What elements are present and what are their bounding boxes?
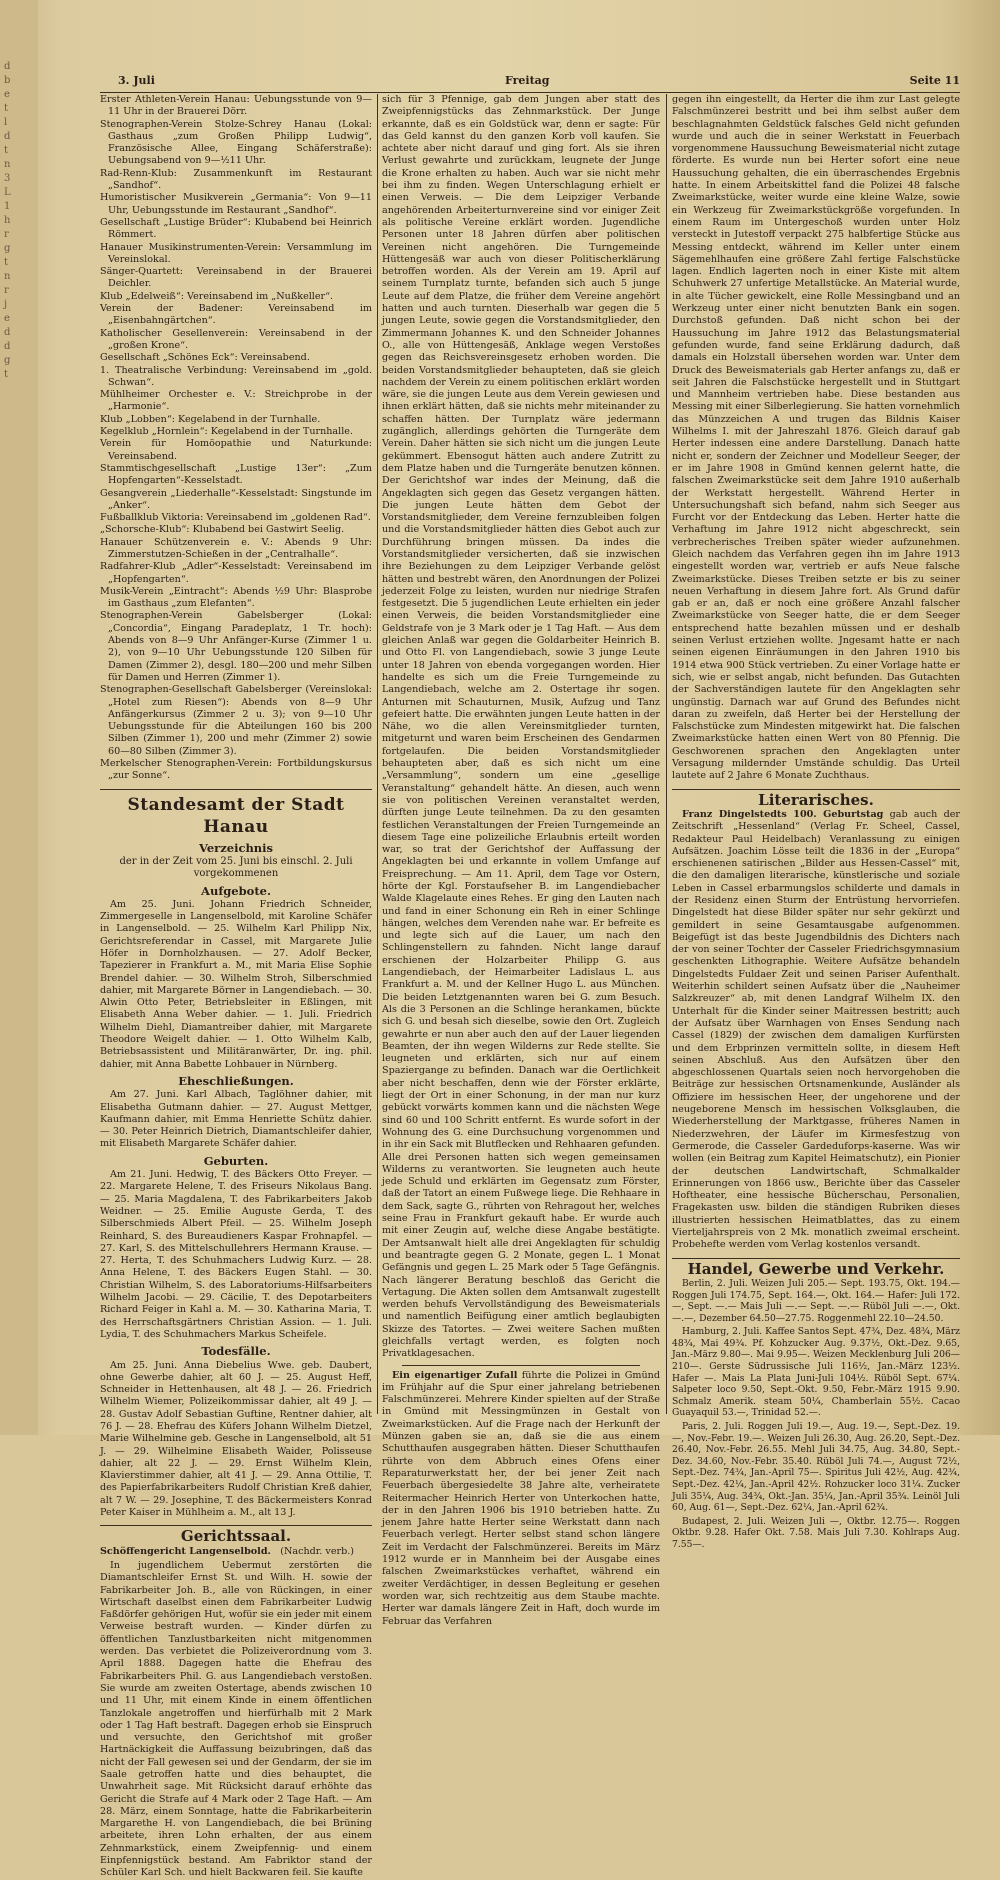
gerichtssaal-heading: Gerichtssaal. [100, 1525, 372, 1542]
reprint-note: (Nachdr. verb.) [280, 1545, 355, 1557]
club-listing-item: Rad-Renn-Klub: Zusammenkunft im Restaurant „Sandhof“. [100, 167, 372, 192]
margin-letter: n [4, 159, 11, 170]
page-header [100, 72, 960, 93]
margin-letter: t [4, 257, 9, 268]
falschmuenzerei-text: führte die Polizei in Gmünd im Frühjahr auf die Spur einer jahrelang betriebenen Falschmünzerei. Mehrere Kinder spielten auf der Straße in Gmünd mit Messingmünzen in Gestalt von Zweimarkstücken. Auf die Frage nach der Herkunft der Münzen gaben sie an, daß sie die aus einem Schutthaufen ausgegraben hätten. Dieser Schutthaufen rührte von dem Abbruch eines Ofens einer Reparaturwerkstatt her, der bei jener Zeit nach Feuerbach übergesiedelte 38 Jahre alte, verheiratete Reitermacher Heinrich Herter von Unterkochen hatte, der in den Jahren 1906 bis 1910 betrieben hatte. Zu jenem Jahre hatte Herter seine Werkstatt dann nach Feuerbach verlegt. Herter selbst stand schon längere Zeit im Verdacht der Falschmünzerei. Bereits im März 1912 wurde er in Mannheim bei der Ausgabe eines falschen Zweimarkstückes verhaftet, während ein zweiter Verdächtiger, in dessen Begleitung er gesehen worden war, sich rechtzeitig aus dem Staube machte. Herter war damals längere Zeit in Haft, doch wurde im Februar das Verfahren [382, 1369, 660, 1627]
column-rule [666, 94, 667, 1414]
margin-letter: r [4, 229, 9, 240]
margin-letter: t [4, 103, 9, 114]
club-listing-item: Sänger-Quartett: Vereinsabend in der Brauerei Deichler. [100, 266, 372, 290]
falschmuenzerei-article [382, 1370, 660, 1628]
margin-letter: d [4, 61, 11, 72]
column-2 [382, 94, 660, 1627]
market-report-item: Budapest, 2. Juli. Weizen Juli —, Oktbr. 12.75—. Roggen Oktbr. 9.28. Hafer Okt. 7.58. Mais Juli 7.30. Kohlraps Aug. 7.55—. [672, 1515, 960, 1550]
literarisches-heading: Literarisches. [672, 789, 960, 806]
margin-letter: d [4, 341, 11, 352]
falschmuenzerei-lead: Ein eigenartiger Zufall [392, 1369, 518, 1381]
header-day: Freitag [505, 74, 550, 87]
club-listing-item: Hanauer Musikinstrumenten-Verein: Versammlung im Vereinslokal. [100, 241, 372, 265]
margin-letter: n [4, 271, 11, 282]
gerichtssaal-subheading [100, 1546, 372, 1558]
margin-letter: t [4, 369, 9, 380]
geburten-heading: Geburten. [203, 1153, 269, 1168]
todesfaelle-heading: Todesfälle. [201, 1344, 271, 1359]
margin-letter: h [4, 215, 11, 226]
margin-letter: g [4, 355, 11, 366]
court-reports-text: sich für 3 Pfennige, gab dem Jungen aber statt des Zweipfennigstücks das Zehnmarkstück. Der Junge erkannte, daß es ein Goldstück war, denn er sagte: Für das Geld kannst du den ganzen Korb voll kaufen. Sie achtete aber nicht darauf und ging fort. Als sie ihren Verlust gewahrte und zurückkam, leugnete der Junge die Krone erhalten zu haben. Auch war sie nicht mehr bei ihm zu finden. Wegen Unterschlagung erhielt er einen Verweis. — Die dem Leipziger Verbande angehörenden Arbeiterturnvereine sind vor einiger Zeit als politische Vereine erklärt worden. Jugendliche Personen unter 18 Jahren dürfen aber politischen Vereinen nicht angehören. Die Turngemeinde Hüttengesäß war auch von dieser Politischerklärung betroffen worden. Als der Verein am 19. April auf seinem Turnplatz turnte, befanden sich auch 5 junge Leute auf dem Platze, die früher dem Vereine angehört hatten und auch turnten. Dieserhalb war gegen die 5 jungen Leute, sowie gegen die Vorstandsmitglieder, den Zimmermann Johannes K. und den Schneider Johannes O., alle von Hüttengesäß, Anklage wegen Verstoßes gegen das Reichsvereinsgesetz erhoben worden. Die beiden Vorstandsmitglieder behaupteten, daß sie gleich nachdem der Verein zu einem politischen erklärt worden wäre, sie die jungen Leute aus dem Verein gewiesen und ihnen erklärt hätten, daß sie nichts mehr miteinander zu schaffen hätten. Der Turnplatz wäre jedermann zugänglich, allerdings gehörten die Turngeräte dem Verein. Daher hätten sie sich nicht um die jungen Leute gekümmert. Ebensogut hätten auch andere Zutritt zu dem Platze haben und die Turngeräte benutzen können. Der Gerichtshof war indes der Meinung, daß die Angeklagten sich gegen das Gesetz vergangen hätten. Die jungen Leute hätten dem Gebot der Vorstandsmitglieder, dem Vereine fernzubleiben folgen und die Vorstandsmitglieder hätten dies Gebot auch zur Durchführung bringen müssen. Da indes die Vorstandsmitglieder versicherten, daß sie inzwischen ihre Beziehungen zu dem Leipziger Verbande gelöst hätten und bestrebt wären, den Anordnungen der Polizei jederzeit Folge zu leisten, wurden nur niedrige Strafen festgesetzt. Die 5 jugendlichen Leute erhielten ein jeder einen Verweis, die beiden Vorstandsmitglieder eine Geldstrafe von je 3 Mark oder je 1 Tag Haft. — Aus dem gleichen Anlaß war gegen die Goldarbeiter Heinrich B. und Otto Fl. von Langendiebach, sowie 3 junge Leute unter 18 Jahren von ebenda vorgegangen worden. Hier handelte es sich um die Freie Turngemeinde zu Langendiebach, welche am 2. Ostertage ihr sogen. Anturnen mit Schauturnen, Musik, Aufzug und Tanz gefeiert hatte. Die erwähnten jungen Leute hatten in der Nähe, wo die allen Vereinsmitglieder turnten, mitgeturnt und waren beim Erscheinen des Gendarmen fortgelaufen. Die beiden Vorstandsmitglieder behaupteten aber, daß es sich nicht um eine „Versammlung“, sondern um eine „gesellige Veranstaltung“ gehandelt hätte. An diesen, auch wenn sie von politischen Vereinen veranstaltet werden, dürften junge Leute teilnehmen. Da zu den gesamten festlichen Veranstaltungen der Freien Turngemeinde an diesem Tage eine polizeiliche Erlaubnis erteilt worden war, so trat der Gerichtshof der Auffassung der Angeklagten bei und erkannte in vollem Umfange auf Freisprechung. — Am 11. April, dem Tage vor Ostern, hörte der Kgl. Forstaufseher B. im Langendiebacher Walde Klagelaute eines Rehes. Er ging den Lauten nach und fand in einer Schonung ein Reh in einer Schlinge hängen, welches dem Verenden nahe war. Er befreite es und legte sich auf die Lauer, um nach den Schlingenstellern zu fahnden. Nicht lange darauf erschienen der Holzarbeiter Philipp G. aus Langendiebach, der Heimarbeiter Ladislaus L. aus Frankfurt a. M. und der Kellner Hugo L. aus München. Die beiden Letztgenannten waren bei G. zum Besuch. Als die 3 Personen an die Schlinge herankamen, bückte sich G. und besah sich dieselbe, sowie den Ort. Zugleich gewahrte er nun aber auch den auf der Lauer liegenden Beamten, der ihn wegen Wilderns zur Rede stellte. Sie leugneten und erklärten, sich nur auf einem Spaziergange zu befinden. Danach war die Oertlichkeit aber nicht beschaffen, denn wie der Förster erklärte, liegt der Ort in einer Schonung, in der man nur kurz gebückt vorwärts kommen kann und die nächsten Wege sind 60 und 100 Schritt entfernt. Es wurde sofort in der Wohnung des G. eine Durchsuchung vorgenommen und in ihr ein Sack mit Blutflecken und Rehhaaren gefunden. Alle drei Personen hatten sich wegen gemeinsamen Wilderns zu verantworten. Sie leugneten auch heute jede Schuld und erklärten im Gegensatz zum Förster, daß der Tatort an einem Fußwege liege. Die Rehhaare in dem Sack, sagte G., rührten von Rehragout her, welches seine Frau in Frankfurt gekauft habe. Er wurde auch mit einer Zeugin auf, welche diese Angabe bestätigte. Der Amtsanwalt hielt alle drei Angeklagten für schuldig und beantragte gegen G. 2 Monate, gegen L. 1 Monat Gefängnis und gegen L. 25 Mark oder 5 Tage Gefängnis. Nach längerer Beratung beschloß das Gericht die Vertagung. Die Akten sollen dem Amtsanwalt zugestellt werden behufs Vervollständigung des Beweismaterials und namentlich Beifügung einer amtlich beglaubigten Skizze des Tatortes. — Zwei weitere Sachen mußten gleichfalls vertagt werden, es folgten noch Privatklagesachen. [382, 94, 660, 1360]
margin-letter: e [4, 313, 10, 324]
club-listing-item: Erster Athleten-Verein Hanau: Uebungsstunde von 9—11 Uhr in der Brauerei Dörr. [100, 94, 372, 118]
margin-letter: l [4, 117, 8, 128]
margin-letter: 1 [4, 201, 11, 212]
club-listing-item: Humoristischer Musikverein „Germania“: Von 9—11 Uhr, Uebungsstunde im Restaurant „Sandhof“. [100, 192, 372, 216]
eheschliessungen-text: Am 27. Juni. Karl Albach, Taglöhner dahier, mit Elisabetha Gutmann dahier. — 27. August Mettger, Kaufmann dahier, mit Emma Henriette Schütz dahier. — 30. Peter Heinrich Dietrich, Diamantschleifer dahier, mit Elisabeth Margarete Schäfer dahier. [100, 1089, 372, 1150]
margin-letter: 3 [4, 173, 11, 184]
margin-letter: d [4, 327, 11, 338]
club-listing-item: Katholischer Gesellenverein: Vereinsabend in der „großen Krone“. [100, 327, 372, 351]
column-3 [672, 94, 960, 1550]
todesfaelle-text: Am 25. Juni. Anna Diebelius Wwe. geb. Daubert, ohne Gewerbe dahier, alt 60 J. — 25. August Heff, Schneider in Hettenhausen, alt 48 J. — 26. Friedrich Wilhelm Wiemer, Polizeikommissar dahier, alt 49 J. — 28. Gustav Adolf Sebastian Guftine, Rentner dahier, alt 76 J. — 28. Ehefrau des Küfers Johann Wilhelm Dietzel, Marie Wilhelmine geb. Gesche in Langenselbold, alt 51 J. — 29. Wilhelmine Elisabeth Waider, Polisseuse dahier, alt 22 J. — 29. Ernst Wilhelm Klein, Klavierstimmer dahier, alt 41 J. — 29. Anna Ottilie, T. des Papierfabrikarbeiters Rudolf Christian Kreß dahier, alt 7 W. — 29. Josephine, T. des Bäckermeisters Konrad Peter Kaiser in Mühlheim a. M., alt 13 J. [100, 1359, 372, 1519]
literarisches-lead: Franz Dingelstedts 100. Geburtstag [682, 808, 884, 820]
market-report-item: Paris, 2. Juli. Roggen Juli 19.—, Aug. 19.—, Sept.-Dez. 19.—, Nov.-Febr. 19.—. Weizen Juli 26.30, Aug. 26.20, Sept.-Dez. 26.40, Nov.-Febr. 26.55. Mehl Juli 34.75, Aug. 34.80, Sept.-Dez. 34.60, Nov.-Febr. 35.40. Rüböl Juli 74.—, August 72½, Sept.-Dez. 74¾, Jan.-April 75—. Spiritus Juli 42½, Aug. 42¾, Sept.-Dez. 42¼, Jan.-April 42½. Rohzucker loco 31¼. Zucker Juli 35¼, Aug. 34¾, Okt.-Jan. 35¼, Jan.-April 35¾. Leinöl Juli 60, Aug. 61—, Sept.-Dez. 62¼, Jan.-April 62¾. [672, 1421, 960, 1514]
margin-letter: e [4, 89, 10, 100]
literarisches-article [672, 809, 960, 1252]
club-listing-item: Kegelklub „Hornlein“: Kegelabend in der Turnhalle. [100, 426, 354, 438]
club-listing-item: Stammtischgesellschaft „Lustige 13er“: „Zum Hopfengarten“-Kesselstadt. [100, 462, 372, 487]
verzeichnis-heading: Verzeichnis [198, 840, 274, 855]
club-listing-item: Verein für Homöopathie und Naturkunde: Vereinsabend. [100, 438, 372, 462]
gerichtssaal-text: In jugendlichem Uebermut zerstörten die Diamantschleifer Ernst St. und Wilh. H. sowie der Fabrikarbeiter Joh. B., alle von Rückingen, in einer Wirtschaft daselbst einen dem Fabrikarbeiter Ludwig Faßdörfer gehörigen Hut, wofür sie ein jeder mit einem Verweise bestraft wurden. — Kinder dürfen zu öffentlichen Tanzlustbarkeiten nicht mitgenommen werden. Das verbietet die Polizeiverordnung vom 3. April 1888. Dagegen hatte die Ehefrau des Fabrikarbeiters Phil. G. aus Langendiebach verstoßen. Sie wurde am zweiten Ostertage, abends zwischen 10 und 11 Uhr, mit einem Kinde in einem öffentlichen Tanzlokale angetroffen und hierfürhalb mit 2 Mark oder 1 Tag Haft bestraft. Dagegen erhob sie Einspruch und versuchte, den Gerichtshof mit großer Hartnäckigkeit die Auffassung beizubringen, daß das nicht der Fall gewesen sei und der Gendarm, der sie im Saale getroffen hatte und dies behauptet, die Unwahrheit sage. Mit Rücksicht darauf erhöhte das Gericht die Strafe auf 4 Mark oder 2 Tage Haft. — Am 28. März, einem Sonntage, hatte die Fabrikarbeiterin Margarethe H. von Langendiebach, die bei Brüning arbeitete, ihren Lohn erhalten, der aus einem Zehnmarkstück, einem Zweipfennig- und einem Einpfennigstück bestand. Am Fabriktor stand der Schüler Karl Sch. und hielt Backwaren feil. Sie kaufte [100, 1559, 372, 1879]
verzeichnis-subtitle: der in der Zeit vom 25. Juni bis einschl. 2. Juli vorgekommenen [119, 855, 353, 880]
margin-letter: t [4, 145, 9, 156]
market-report-item: Berlin, 2. Juli. Weizen Juli 205.— Sept. 193.75, Okt. 194.— Roggen Juli 174.75, Sept. 164.—, Okt. 164.— Hafer: Juli 172.—, Sept. —.— Mais Juli —.— Sept. —.— Rüböl Juli —.—, Okt. —.—, Dezember 64.50—27.75. Roggenmehl 22.10—24.50. [672, 1277, 960, 1324]
club-listing-item: Radfahrer-Klub „Adler“-Kesselstadt: Vereinsabend im „Hopfengarten“. [100, 561, 372, 585]
margin-letter: j [4, 299, 8, 310]
margin-letter: g [4, 243, 11, 254]
column-rule [377, 94, 378, 1414]
club-listings [100, 94, 372, 783]
header-page-number: Seite 11 [909, 74, 960, 87]
standesamt-heading: Standesamt der Stadt Hanau [100, 789, 372, 838]
divider [402, 1365, 640, 1366]
handel-heading: Handel, Gewerbe und Verkehr. [672, 1258, 960, 1275]
club-listing-item: 1. Theatralische Verbindung: Vereinsabend im „gold. Schwan“. [100, 364, 372, 388]
club-listing-item: Stenographen-Verein Stolze-Schrey Hanau (Lokal: Gasthaus „zum Großen Philipp Ludwig“, Französische Allee, Eingang Schäferstraße): Uebungsabend von 9—½11 Uhr. [100, 118, 372, 167]
margin-letter: b [4, 75, 11, 86]
club-listing-item: Gesellschaft „Lustige Brüder“: Klubabend bei Heinrich Römmert. [100, 216, 372, 241]
court-name: Schöffengericht Langenselbold. [100, 1545, 271, 1557]
club-listing-item: Klub „Lobben“: Kegelabend in der Turnhalle. [100, 413, 321, 425]
club-listing-item: Mühlheimer Orchester e. V.: Streichprobe in der „Harmonie“. [100, 389, 372, 413]
margin-letter: d [4, 131, 11, 142]
club-listing-item: Fußballklub Viktoria: Vereinsabend im „goldenen Rad“. [100, 512, 371, 524]
eheschliessungen-heading: Eheschließungen. [178, 1073, 294, 1088]
margin-letter: L [4, 187, 11, 198]
margin-letter: r [4, 285, 9, 296]
club-listing-item: Stenographen-Gesellschaft Gabelsberger (Vereinslokal: „Hotel zum Riesen“): Abends von 8—9 Uhr Anfängerkursus (Zimmer 2 u. 3); von 9—10 Uhr Uebungsstunde für die Abteilungen 160 bis 200 Silben (Zimmer 1), 200 und mehr (Zimmer 2) sowie 60—80 Silben (Zimmer 3). [100, 684, 372, 757]
market-report-item: Hamburg, 2. Juli. Kaffee Santos Sept. 47¾, Dez. 48¾, März 48¾, Mai 49¾. Pf. Kohzucker Aug. 9.37½, Okt.-Dez. 9.65, Jan.-März 9.80—. Mai 9.95—. Weizen Mecklenburg Juli 206—210—. Gerste Südrussische Juli 116½, Jan.-März 123½. Hafer —. Mais La Plata Juni-Juli 104½. Rüböl Sept. 67¼. Salpeter loco 9.50, Sept.-Okt. 9.50, Febr.-März 1915 9.90. Schmalz Amerik. steam 50¼, Chamberlain 55½. Cacao Guayaquil 53.—, Trinidad 52.—. [672, 1326, 960, 1419]
club-listing-item: Klub „Edelweiß“: Vereinsabend im „Nußkeller“. [100, 290, 334, 302]
header-date: 3. Juli [118, 74, 155, 87]
aufgebote-heading: Aufgebote. [201, 883, 271, 898]
club-listing-item: Hanauer Schützenverein e. V.: Abends 9 Uhr: Zimmerstutzen-Schießen in der „Centralhalle“. [100, 536, 372, 560]
geburten-text: Am 21. Juni. Hedwig, T. des Bäckers Otto Freyer. — 22. Margarete Helene, T. des Friseurs Nikolaus Bang. — 25. Maria Magdalena, T. des Fabrikarbeiters Jakob Weidner. — 25. Emilie Auguste Gerda, T. des Silberschmieds Albert Pfeil. — 25. Wilhelm Joseph Reinhard, S. des Bureaudieners Kaspar Frohnapfel. — 27. Karl, S. des Mittelschullehrers Hermann Krause. — 27. Herta, T. des Schuhmachers Ludwig Kurz. — 28. Anna Helene, T. des Bäckers Eugen Stahl. — 30. Christian Wilhelm, S. des Laboratoriums-Hilfsarbeiters Wilhelm Jacobi. — 29. Cäcilie, T. des Depotarbeiters Richard Feiger in Kahl a. M. — 30. Katharina Maria, T. des Herrschaftsgärtners Christian Assion. — 1. Juli. Lydia, T. des Schuhmachers Markus Scheifele. [100, 1169, 372, 1340]
aufgebote-text: Am 25. Juni. Johann Friedrich Schneider, Zimmergeselle in Langenselbold, mit Karoline Schäfer in Langenselbold. — 25. Wilhelm Karl Philipp Nix, Gerichtsreferendar in Cassel, mit Margarete Julie Höfer in Dornholzhausen. — 27. Adolf Becker, Tapezierer in Frankfurt a. M., mit Maria Elise Sophie Brendel dahier. — 30. Wilhelm Stroh, Silberschmied dahier, mit Margarete Börner in Langendiebach. — 30. Alwin Otto Peter, Betriebsleiter in Eßlingen, mit Elisabeth Anna Weber dahier. — 1. Juli. Friedrich Wilhelm Diehl, Diamantreiber dahier, mit Margarete Theodore Weigelt dahier. — 1. Otto Wilhelm Kalb, Betriebsassistent und Militäranwärter, Dr. ing. phil. dahier, mit Anna Babette Lohbauer in Nürnberg. [100, 898, 372, 1070]
club-listing-item: Stenographen-Verein Gabelsberger (Lokal: „Concordia“, Eingang Paradeplatz, 1 Tr. hoch): Abends von 8—9 Uhr Anfänger-Kurse (Zimmer 1 u. 2), von 9—10 Uhr Uebungsstunde 120 Silben für Damen (Zimmer 2), desgl. 180—200 und mehr Silben für Damen und Herren (Zimmer 1). [100, 610, 372, 683]
literarisches-text: gab auch der Zeitschrift „Hessenland“ (Verlag Fr. Scheel, Cassel, Redakteur Paul Heidelbach) Veranlassung zu einigen Aufsätzen. Joachim Lösse teilt die 1836 in der „Europa“ erschienenen satirischen „Bilder aus Hessen-Cassel“ mit, die den damaligen literarische, künstlerische und soziale Leben in Cassel erbarmungslos schilderte und damals in der Residenz einen Sturm der Entrüstung hervorriefen. Dingelstedt hat diese Bilder später nur sehr gekürzt und gemildert in seine Gesamtausgabe aufgenommen. Beigefügt ist das beste Jugendbildnis des Dichters nach der von seiner Tochter der Casseler Friedrichsgymnasium geschenkten Lithographie. Weitere Aufsätze behandeln Dingelstedts Fuldaer Zeit und seinen Pariser Aufenthalt. Weiterhin schildert seinen Aufsatz über die „Nauheimer Salzkreuzer“ ab, mit denen Landgraf Wilhelm IX. den Unterhalt für die Kinder seiner Maitressen bestritt; auch der Aufsatz über Warnhagen von Enses Sendung nach Cassel (1829) der zwischen dem damaligen Kurfürsten und dem Erbprinzen vermitteln sollte, in diesem Heft seinen Abschluß. Aus den Aufsätzen über den abgeschlossenen Quartals seien noch hervorgehoben die Beiträge zur hessischen Ortsnamenkunde, Ausländer als Offiziere im hessischen Heer, der ungehorene und der neugeborene Mensch im hessischen Volksglauben, die Wiederherstellung der Marktgasse, früheres Namen in Niederzwehren, der Läufer im Kirmesfestzug von Germerode, die Casseler Gardeduforps-kaserne. Was wir wollen (ein Beitrag zum Kapitel Heimatschutz), ein Pionier der deutschen Landwirtschaft, Schmalkalder Erinnerungen von 1866 usw., Berichte über das Casseler Hoftheater, eine hessische Bücherschau, Personalien, Fragekasten usw. bilden die ständigen Rubriken dieses illustrierten hessischen Heimatblattes, das zu einem Vierteljahrspreis von 2 Mk. monatlich zweimal erscheint. Probehefte werden vom Verlag kostenlos versandt. [672, 808, 960, 1251]
club-listing-item: Gesellschaft „Schönes Eck“: Vereinsabend. [100, 352, 310, 364]
club-listing-item: „Schorsche-Klub“: Klubabend bei Gastwirt Seelig. [100, 524, 345, 536]
falschmuenzerei-continued: gegen ihn eingestellt, da Herter die ihm zur Last gelegte Falschmünzerei bestritt und bei ihm selbst außer dem beschlagnahmten Geldstück falsches Geld nicht gefunden wurde und auch die in seiner Werkstatt in Feuerbach vorgenommene Haussuchung Beweismaterial nicht zutage förderte. Es wurde nun bei Herter sofort eine neue Haussuchung gehalten, die ein überraschendes Ergebnis hatte. In einem Arbeitskittel fand die Polizei 48 falsche Zweimarkstücke, weiter wurde eine kleine Walze, sowie ein Werkzeug für Zweimarkstückgröße vorgefunden. In einem Raum im Untergeschoß wurden unter Holz versteckt in Jutestoff verpackt 275 halbfertige Stücke aus Messing entdeckt, während im Keller unter einem Sägemehlhaufen eine größere Zahl fertige Falschstücke lagen. Endlich lagerten noch in einer Kiste mit altem Schuhwerk 27 unfertige Metallstücke. An Material wurde, in alte Tücher gewickelt, eine Rolle Messingband und an Werkzeug unter einer nicht benutzten Bank ein sogen. Durchstoß gefunden. Daß nicht schon bei der Haussuchung im Jahre 1912 das Belastungsmaterial gefunden wurde, fand seine Erklärung dadurch, daß damals ein Holzstall übersehen worden war. Unter dem Druck des Beweismaterials gab Herter anfangs zu, daß er seit Jahren die Falschstücke hergestellt und in Stuttgart und Mannheim vertrieben habe. Diese bestanden aus Messing mit einer Silberlegierung. Sie hatten vornehmlich das Münzzeichen A und trugen das Bildnis Kaiser Wilhelms I. mit der Jahreszahl 1876. Gleich darauf gab Herter indessen eine andere Darstellung. Danach hatte nicht er, sondern der Zeichner und Modelleur Seeger, der er im Jahre 1908 in Gmünd kennen gelernt hatte, die falschen Zweimarkstücke seit dem Jahre 1910 außerhalb der Werkstatt hergestellt. Während Herter in Untersuchungshaft sich befand, nahm sich Seeger aus Furcht vor der Entdeckung das Leben. Herter hatte die Verhaftung im Jahre 1912 nicht abgeschreckt, sein verbrecherisches Treiben später wieder aufzunehmen. Gleich nachdem das Verfahren gegen ihn im Jahre 1913 eingestellt worden war, vertrieb er aufs Neue falsche Zweimarkstücke. Dieses Treiben setzte er bis zu seiner neuen Verhaftung in diesem Jahre fort. Als Grund dafür gab er an, daß er noch eine größere Anzahl falscher Zweimarkstücke von Seeger hatte, die er dem Seeger entsprechend hatte bezahlen müssen und er deshalb seinen Verlust ertziehen wollte. Jngesamt hatte er nach seinen eigenen Einräumungen in den Jahren 1910 bis 1914 etwa 900 Stück vertrieben. Zu einer Vorlage hatte er sich, wie er selbst angab, nicht befunden. Das Gutachten der Sachverständigen lautete für den Angeklagten sehr ungünstig. Darnach war auf Grund des Befundes nicht daran zu zweifeln, daß Herter bei der Herstellung der Falschstücke zum Mindesten mitgewirkt hat. Die falschen Zweimarkstücke hatten einen Wert von 80 Pfennig. Die Geschworenen sprachen den Angeklagten unter Versagung mildernder Umstände schuldig. Das Urteil lautete auf 2 Jahre 6 Monate Zuchthaus. [672, 94, 960, 782]
market-reports [672, 1278, 960, 1551]
left-margin-strip [0, 0, 38, 1435]
club-listing-item: Musik-Verein „Eintracht“: Abends ½9 Uhr: Blasprobe im Gasthaus „zum Elefanten“. [100, 585, 372, 610]
club-listing-item: Merkelscher Stenographen-Verein: Fortbildungskursus „zur Sonne“. [100, 758, 372, 782]
club-listing-item: Gesangverein „Liederhalle“-Kesselstadt: Singstunde im „Anker“. [100, 487, 372, 511]
column-1 [100, 94, 372, 1879]
club-listing-item: Verein der Badener: Vereinsabend im „Eisenbahngärtchen“. [100, 303, 372, 327]
